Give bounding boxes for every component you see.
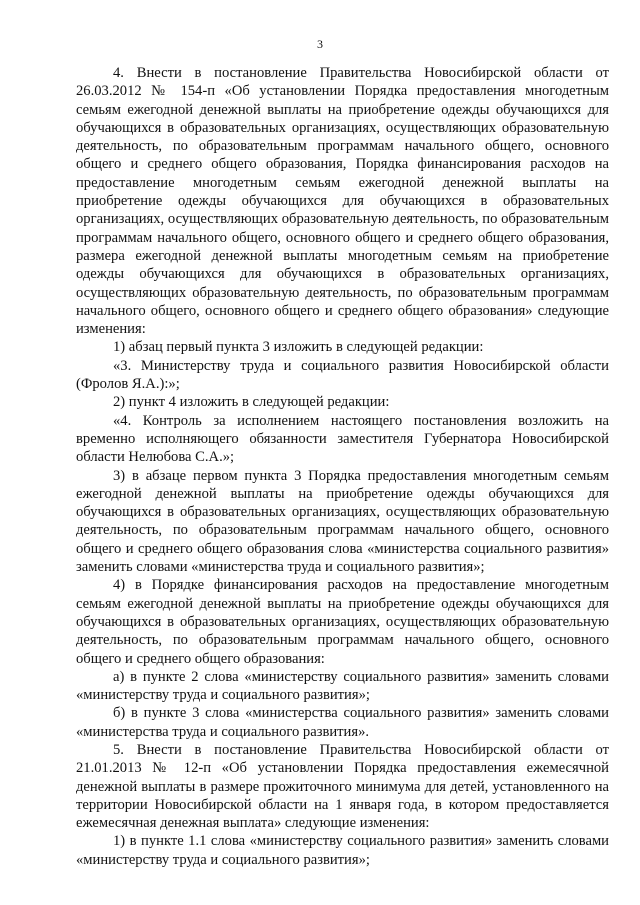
document-body xyxy=(76,64,609,869)
paragraph-item-4: 4. Внести в постановление Правительства Новосибирской области от 26.03.2012 № 154-п «Об установлении Порядка предоставления многодетным семьям ежегодной денежной выплаты на приобретение одежды обучающихся для обучающихся в образовательных организациях, осуществляющих образовательную деятельность, по образовательным программам начального общего, основного общего и среднего общего образования, Порядка финансирования расходов на предоставление многодетным семьям ежегодной денежной выплаты на приобретение одежды обучающихся для обучающихся в образовательных организациях, осуществляющих образовательную деятельность, по образовательным программам начального общего, основного общего и среднего общего образования, размера ежегодной денежной выплаты многодетным семьям на приобретение одежды обучающихся для обучающихся в образовательных организациях, осуществляющих образовательную деятельность, по образовательным программам начального общего, основного общего и среднего общего образования» следующие изменения: xyxy=(76,65,609,338)
paragraph-subitem-3: 3) в абзаце первом пункта 3 Порядка предоставления многодетным семьям ежегодной денежной выплаты на приобретение одежды обучающихся для обучающихся в образовательных организациях, осуществляющих образовательную деятельность, по образовательным программам начального общего, основного общего и среднего общего образования слова «министерства социального развития» заменить словами «министерства труда и социального развития»; xyxy=(76,467,609,576)
paragraph-subitem-2: 2) пункт 4 изложить в следующей редакции: xyxy=(113,394,390,411)
paragraph-subitem-b: б) в пункте 3 слова «министерства социального развития» заменить словами «министерства труда и социального развития». xyxy=(76,705,609,740)
paragraph-subitem-4: 4) в Порядке финансирования расходов на предоставление многодетным семьям ежегодной денежной выплаты на приобретение одежды обучающихся для обучающихся в образовательных организациях, осуществляющих образовательную деятельность, по образовательным программам начального общего, основного общего и среднего общего образования: xyxy=(76,577,609,667)
paragraph-subitem-1: 1) абзац первый пункта 3 изложить в следующей редакции: xyxy=(113,339,484,356)
page-number: 3 xyxy=(317,37,323,51)
paragraph-quote-4: «4. Контроль за исполнением настоящего постановления возложить на временно исполняющего обязанности заместителя Губернатора Новосибирской области Нелюбова С.А.»; xyxy=(76,412,609,466)
paragraph-subitem-5-1: 1) в пункте 1.1 слова «министерству социального развития» заменить словами «министерству труда и социального развития»; xyxy=(76,833,609,868)
paragraph-quote-3: «3. Министерству труда и социального развития Новосибирской области (Фролов Я.А.):»; xyxy=(76,357,609,393)
paragraph-subitem-a: а) в пункте 2 слова «министерству социального развития» заменить словами «министерству труда и социального развития»; xyxy=(76,668,609,704)
paragraph-item-5: 5. Внести в постановление Правительства Новосибирской области от 21.01.2013 № 12-п «Об установлении Порядка предоставления ежемесячной денежной выплаты в размере прожиточного минимума для детей, установленного на территории Новосибирской области на 1 января года, в котором предоставляется ежемесячная денежная выплата» следующие изменения: xyxy=(76,741,609,832)
